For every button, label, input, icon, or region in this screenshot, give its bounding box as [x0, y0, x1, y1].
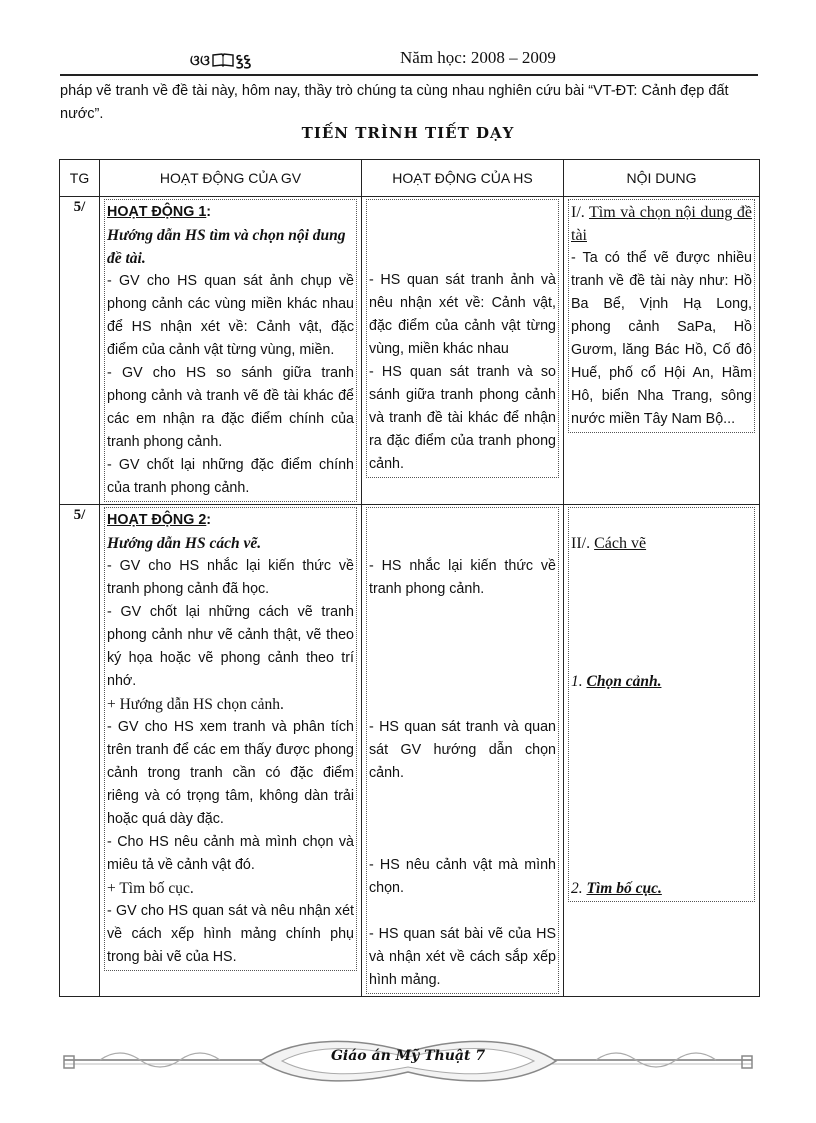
nd-1-heading-text: Tìm và chọn nội dung đề tài	[571, 204, 752, 244]
col-header-gv: HOẠT ĐỘNG CỦA GV	[100, 160, 362, 197]
table-row	[60, 197, 760, 505]
row2-hs-p4: - HS quan sát bài vẽ của HS và nhận xét về cách sắp xếp hình mảng.	[369, 926, 556, 988]
row2-gv-plus2: + Tìm bố cục.	[107, 880, 194, 897]
row2-gv-plus1: + Hướng dẫn HS chọn cảnh.	[107, 696, 284, 713]
row2-guide: Hướng dẫn HS cách vẽ.	[107, 535, 262, 552]
row1-nd-p1: - Ta có thể vẽ được nhiều tranh về đề tài này như: Hồ Ba Bể, Vịnh Hạ Long, phong cảnh SaPa, Hồ Gươm, lăng Bác Hồ, Cố đô Huế, phố cổ Hội An, Hầm Hô, biển Nha Trang, sông nước miền Tây Nam Bộ...	[571, 250, 752, 427]
header-ornament	[190, 51, 252, 70]
row2-activity-title	[107, 509, 354, 532]
table-row	[60, 505, 760, 997]
nd-1-number: I/.	[571, 204, 585, 221]
activity-2-label: HOẠT ĐỘNG 2	[107, 512, 207, 528]
row2-nd-cell	[564, 505, 760, 997]
row1-nd-content	[568, 199, 755, 433]
row2-gv-p5: - GV cho HS quan sát và nêu nhận xét về cách xếp hình mảng chính phụ trong bài vẽ của HS.	[107, 903, 354, 965]
row2-nd-sub1	[571, 670, 752, 693]
page-header	[60, 48, 758, 74]
activity-1-label: HOẠT ĐỘNG 1	[107, 204, 207, 220]
row2-nd-content	[568, 507, 755, 902]
row2-time	[60, 505, 100, 997]
nd-2-heading-text: Cách vẽ	[594, 535, 647, 552]
row1-activity-title	[107, 201, 354, 224]
page-footer	[60, 1030, 756, 1092]
nd-2-number: II/.	[571, 535, 591, 552]
book-icon	[212, 53, 234, 67]
ornament-left-icon: ଓଓ	[190, 53, 211, 69]
row2-gv-p3: - GV cho HS xem tranh và phân tích trên tranh để các em thấy được phong cảnh trong tranh cần có đặc điểm riêng và có trọng tâm, không dàn trải hoặc quá dày đặc.	[107, 719, 354, 827]
row1-nd-cell	[564, 197, 760, 505]
row1-hs-p1: - HS quan sát tranh ảnh và nêu nhận xét về: Cảnh vật, đặc điểm của cảnh vật từng vùng, miền khác nhau	[369, 272, 556, 357]
row1-nd-heading	[571, 201, 752, 247]
row1-gv-p3: - GV chốt lại những đặc điểm chính của tranh phong cảnh.	[107, 457, 354, 496]
nd-sub2-text: Tìm bố cục.	[586, 880, 662, 897]
row2-gv-p1: - GV cho HS nhắc lại kiến thức về tranh phong cảnh đã học.	[107, 558, 354, 597]
row1-gv-content	[104, 199, 357, 502]
table-header-row	[60, 160, 760, 197]
row2-gv-p2: - GV chốt lại những cách vẽ tranh phong cảnh như vẽ cảnh thật, vẽ theo ký họa hoặc vẽ phong cảnh theo trí nhớ.	[107, 604, 354, 689]
header-rule	[60, 74, 758, 76]
row2-time-value: 5/	[73, 507, 86, 523]
section-title: TIẾN TRÌNH TIẾT DẠY	[301, 124, 515, 142]
row2-hs-p3: - HS nêu cảnh vật mà mình chọn.	[369, 857, 556, 896]
row1-hs-p2: - HS quan sát tranh và so sánh giữa tranh phong cảnh và tranh đề tài khác để nhận ra đặc điểm của tranh phong cảnh.	[369, 364, 556, 472]
row2-hs-p1: - HS nhắc lại kiến thức về tranh phong cảnh.	[369, 558, 556, 597]
nd-sub1-number: 1.	[571, 673, 583, 690]
row1-gv-p1: - GV cho HS quan sát ảnh chụp về phong cảnh các vùng miền khác nhau để HS nhận xét về: Cảnh vật, đặc điểm của cảnh vật từng vùng, miền.	[107, 273, 354, 358]
row1-hs-cell	[362, 197, 564, 505]
row1-gv-p2: - GV cho HS so sánh giữa tranh phong cảnh và tranh vẽ đề tài khác để các em nhận ra đặc điểm chính của tranh phong cảnh.	[107, 365, 354, 450]
row2-gv-p4: - Cho HS nêu cảnh mà mình chọn và miêu tả về cảnh vật đó.	[107, 834, 354, 873]
nd-sub2-number: 2.	[571, 880, 583, 897]
row1-guide: Hướng dẫn HS tìm và chọn nội dung đề tài.	[107, 227, 346, 267]
row1-gv-cell	[100, 197, 362, 505]
row2-nd-sub2	[571, 877, 752, 900]
lesson-table	[59, 159, 760, 997]
col-header-hs: HOẠT ĐỘNG CỦA HS	[362, 160, 564, 197]
row2-gv-content	[104, 507, 357, 971]
row2-hs-p2: - HS quan sát tranh và quan sát GV hướng dẫn chọn cảnh.	[369, 719, 556, 781]
row1-time-value: 5/	[73, 199, 86, 215]
row2-hs-cell	[362, 505, 564, 997]
activity-2-colon: :	[206, 512, 212, 528]
ornament-right-icon: ꝣꝣ	[236, 53, 252, 69]
school-year: Năm học: 2008 – 2009	[400, 48, 556, 67]
intro-paragraph: pháp vẽ tranh về đề tài này, hôm nay, thầy trò chúng ta cùng nhau nghiên cứu bài “VT-ĐT: Cảnh đẹp đất nước”.	[60, 83, 729, 122]
footer-title: Giáo án Mỹ Thuật 7	[330, 1048, 486, 1064]
row2-hs-content	[366, 507, 559, 994]
row1-hs-content	[366, 199, 559, 478]
row2-gv-cell	[100, 505, 362, 997]
row2-nd-heading	[571, 532, 752, 555]
nd-sub1-text: Chọn cảnh.	[586, 673, 662, 690]
col-header-tg: TG	[60, 160, 100, 197]
row1-time	[60, 197, 100, 505]
activity-1-colon: :	[206, 204, 212, 220]
col-header-nd: NỘI DUNG	[564, 160, 760, 197]
